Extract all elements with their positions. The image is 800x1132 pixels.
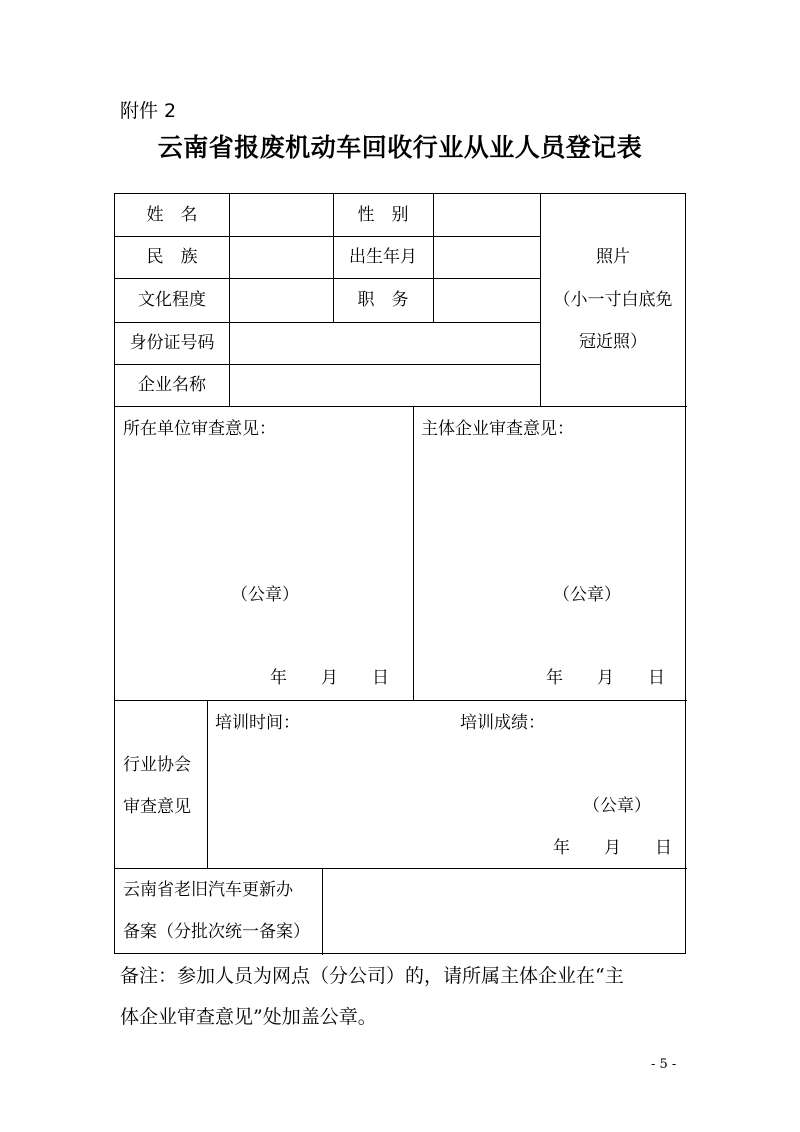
photo-hint-line2: 冠近照） [579,332,647,352]
photo-label: 照片 [596,247,630,267]
id-number-label: 身份证号码 [129,333,215,353]
row-divider [115,700,687,701]
remark-line2: 体企业审查意见”处加盖公章。 [120,1006,377,1028]
row-divider [115,868,687,869]
photo-hint-line1: （小一寸白底免 [553,290,673,310]
unit-review-date: 年 月 日 [270,668,389,688]
filing-label-line1: 云南省老旧汽车更新办 [123,880,293,900]
column-divider [540,194,541,406]
column-divider [207,700,208,868]
registration-table [114,193,686,954]
association-label-line1: 行业协会 [123,755,191,775]
column-divider [322,868,323,955]
association-label-line2: 审查意见 [123,797,191,817]
unit-seal-label: （公章） [231,585,299,605]
education-label: 文化程度 [138,290,206,310]
position-label: 职 务 [357,290,409,310]
column-divider [433,194,434,322]
row-divider [115,322,540,323]
row-divider [115,364,540,365]
column-divider [413,406,414,700]
ethnicity-label: 民 族 [146,247,198,267]
main-company-seal-label: （公章） [553,585,621,605]
column-divider [333,194,334,322]
unit-review-label: 所在单位审查意见： [123,419,276,439]
company-name-label: 企业名称 [138,375,206,395]
association-review-date: 年 月 日 [553,838,672,858]
page-number: - 5 - [651,1057,677,1072]
main-company-review-label: 主体企业审查意见： [421,419,574,439]
main-company-review-date: 年 月 日 [546,668,665,688]
column-divider [229,194,230,406]
attachment-label: 附件 2 [120,100,177,122]
name-label: 姓 名 [146,205,198,225]
remark-line1: 备注：参加人员为网点（分公司）的，请所属主体企业在“主 [120,965,624,987]
gender-label: 性 别 [357,205,409,225]
form-title: 云南省报废机动车回收行业从业人员登记表 [157,133,643,162]
association-seal-label: （公章） [583,796,651,816]
row-divider [115,236,540,237]
birth-label: 出生年月 [349,247,417,267]
row-divider [115,278,540,279]
training-score-label: 培训成绩： [460,713,545,733]
row-divider [115,406,687,407]
filing-label-line2: 备案（分批次统一备案） [123,922,310,942]
training-time-label: 培训时间： [215,713,300,733]
